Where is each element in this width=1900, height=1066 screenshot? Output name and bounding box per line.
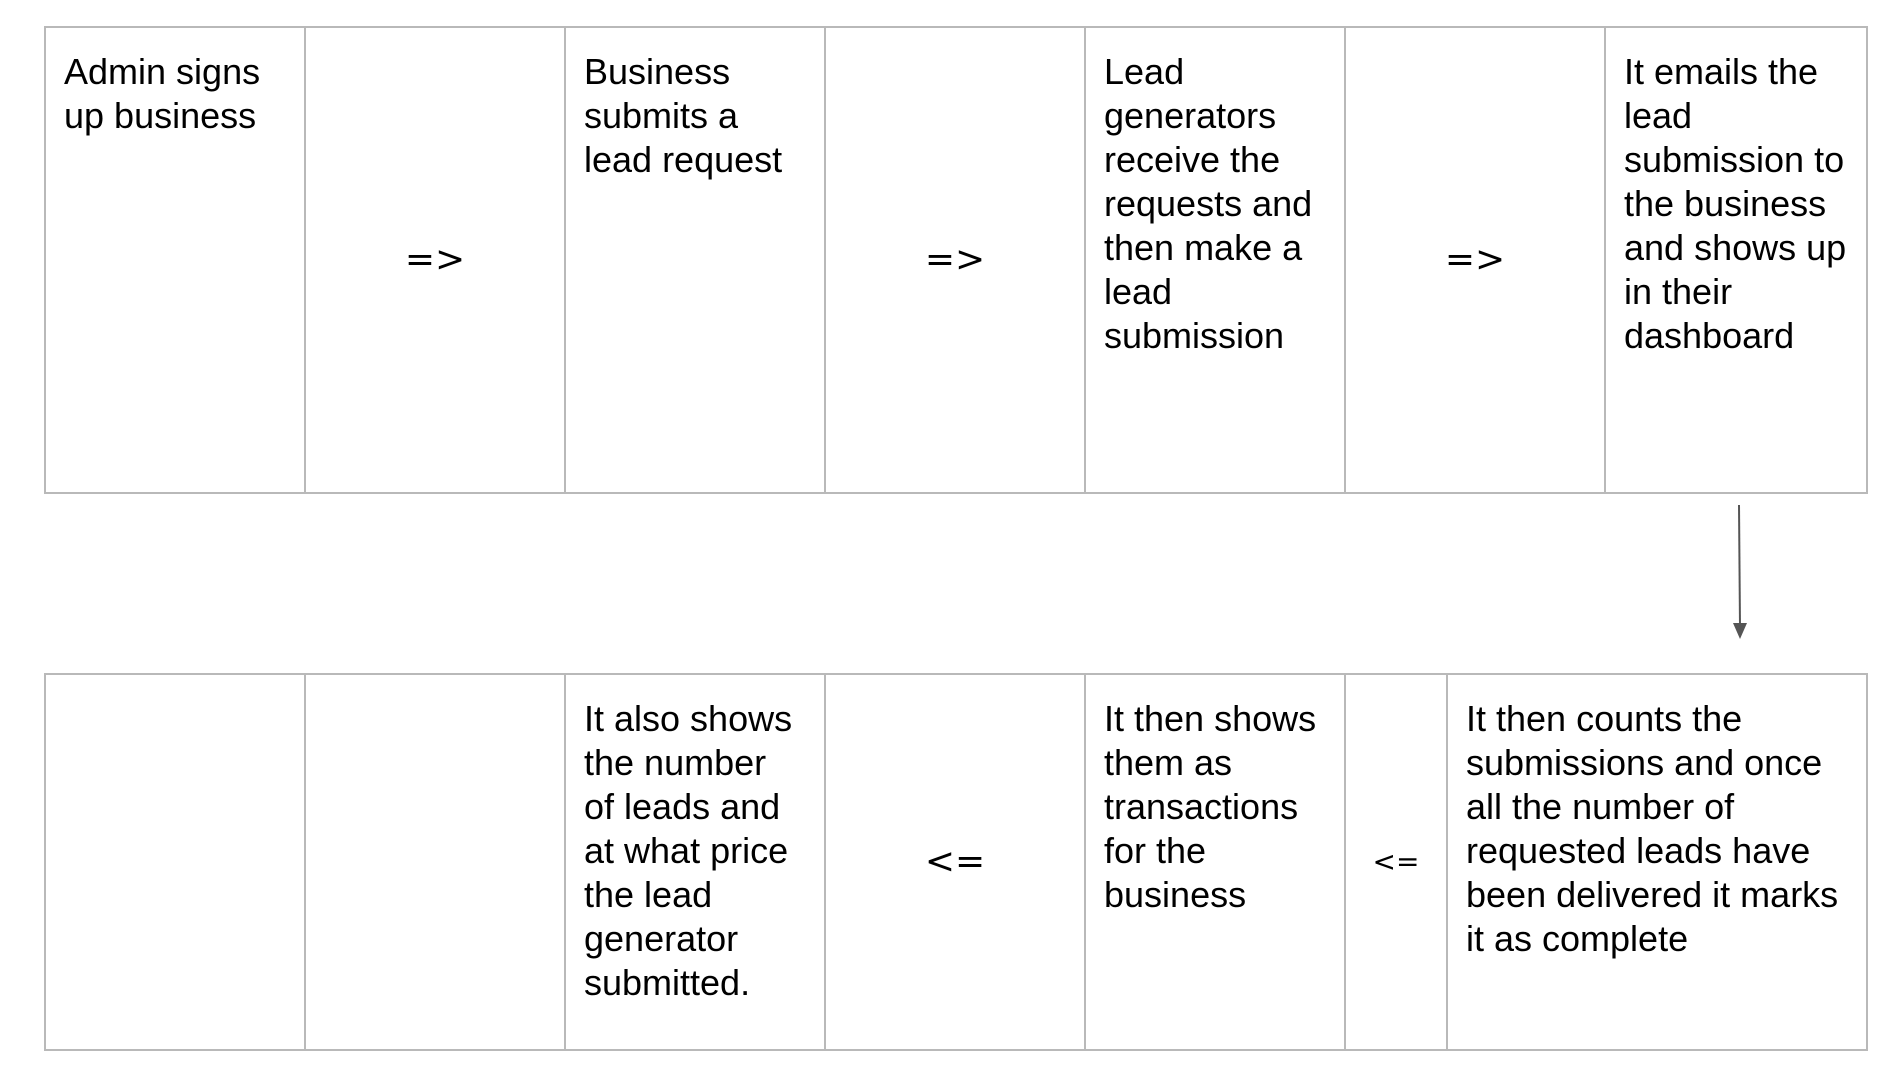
- step-admin-signs-up: Admin signs up business: [45, 27, 305, 493]
- step-email-submission: It emails the lead submission to the business and shows up in their dashboard: [1605, 27, 1867, 493]
- empty-cell-1: [45, 674, 305, 1050]
- arrow-right-1: =>: [305, 27, 565, 493]
- step-shows-leads-and-price: It also shows the number of leads and at what price the lead generator submitted.: [565, 674, 825, 1050]
- step-counts-submissions: It then counts the submissions and once all the number of requested leads have been delivered it marks it as complete: [1447, 674, 1867, 1050]
- top-flow-row: [44, 26, 1868, 494]
- empty-cell-2: [305, 674, 565, 1050]
- step-business-submits-request: Business submits a lead request: [565, 27, 825, 493]
- arrow-right-3: =>: [1345, 27, 1605, 493]
- step-shows-transactions: It then shows them as transactions for the business: [1085, 674, 1345, 1050]
- step-lead-generators-submit: Lead generators receive the requests and then make a lead submission: [1085, 27, 1345, 493]
- bottom-flow-row: [44, 673, 1868, 1051]
- arrow-right-2: =>: [825, 27, 1085, 493]
- arrow-left-1: <=: [1345, 674, 1447, 1050]
- down-arrow-icon: [1730, 505, 1750, 645]
- arrow-left-2: <=: [825, 674, 1085, 1050]
